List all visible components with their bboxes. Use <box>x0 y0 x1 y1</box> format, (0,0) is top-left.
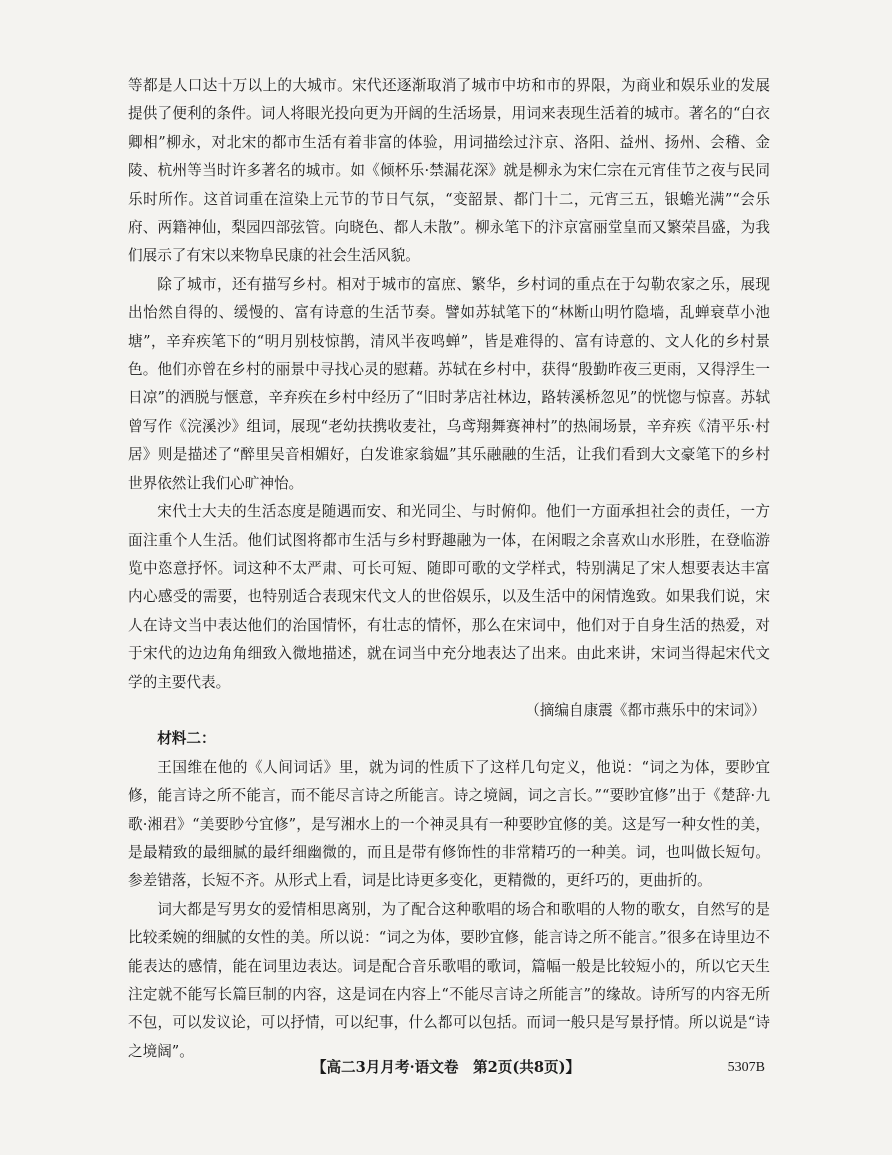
material-one-paragraph-2: 除了城市，还有描写乡村。相对于城市的富庶、繁华，乡村词的重点在于勾勒农家之乐，展现出怡然自得的、缓慢的、富有诗意的生活节奏。譬如苏轼笔下的“林断山明竹隐墙，乱蝉衰草小池塘”，辛弃疾笔下的“明月别枝惊鹊，清风半夜鸣蝉”，皆是难得的、富有诗意的、文人化的乡村景色。他们亦曾在乡村的丽景中寻找心灵的慰藉。苏轼在乡村中，获得“殷勤昨夜三更雨，又得浮生一日凉”的洒脱与惬意，辛弃疾在乡村中经历了“旧时茅店社林边，路转溪桥忽见”的恍惚与惊喜。苏轼曾写作《浣溪沙》组词，展现“老幼扶携收麦社，乌鸢翔舞赛神村”的热闹场景，辛弃疾《清平乐·村居》则是描述了“醉里吴音相媚好，白发谁家翁媪”其乐融融的生活，让我们看到大文豪笔下的乡村世界依然让我们心旷神怡。 <box>128 275 770 492</box>
material-two-paragraph-2: 词大都是写男女的爱情相思离别，为了配合这种歌唱的场合和歌唱的人物的歌女，自然写的是比较柔婉的细腻的女性的美。所以说：“词之为体，要眇宜修，能言诗之所不能言。”很多在诗里边不能表达的感情，能在词里边表达。词是配合音乐歌唱的歌词，篇幅一般是比较短小的，所以它天生注定就不能写长篇巨制的内容，这是词在内容上“不能尽言诗之所能言”的缘故。诗所写的内容无所不包，可以发议论，可以抒情，可以纪事，什么都可以包括。而词一般只是写景抒情。所以说是“诗之境阔”。 <box>128 900 770 1060</box>
material-two-heading: 材料二： <box>157 730 216 748</box>
material-two-paragraph-1: 王国维在他的《人间词话》里，就为词的性质下了这样几句定义，他说：“词之为体，要眇宜修，能言诗之所不能言，而不能尽言诗之所能言。诗之境阔，词之言长。”“要眇宜修”出于《楚辞·九歌·湘君》“美要眇兮宜修”，是写湘水上的一个神灵具有一种要眇宜修的美。这是写一种女性的美，是最精致的最细腻的最纤细幽微的，而且是带有修饰性的非常精巧的一种美。词，也叫做长短句。参差错落，长短不齐。从形式上看，词是比诗更多变化，更精微的，更纤巧的，更曲折的。 <box>128 758 770 890</box>
material-one-paragraph-1: 等都是人口达十万以上的大城市。宋代还逐渐取消了城市中坊和市的界限，为商业和娱乐业的发展提供了便利的条件。词人将眼光投向更为开阔的生活场景，用词来表现生活着的城市。著名的“白衣卿相”柳永，对北宋的都市生活有着非富的体验，用词描绘过汴京、洛阳、益州、扬州、会稽、金陵、杭州等当时许多著名的城市。如《倾杯乐·禁漏花深》就是柳永为宋仁宗在元宵佳节之夜与民同乐时所作。这首词重在渲染上元节的节日气氛，“变韶景、都门十二，元宵三五，银蟾光满”“会乐府、两籍神仙，梨园四部弦管。向晓色、都人未散”。柳永笔下的汴京富丽堂皇而又繁荣昌盛，为我们展示了有宋以来物阜民康的社会生活风貌。 <box>128 77 770 265</box>
page-footer <box>0 1056 892 1080</box>
material-one-source: （摘编自康震《都市燕乐中的宋词》） <box>525 701 766 719</box>
footer-page-label: 【高二3月月考·语文卷 第2页(共8页)】 <box>311 1059 581 1076</box>
footer-exam-code: 5307B <box>727 1060 765 1075</box>
page-content <box>128 72 770 1066</box>
material-one-paragraph-3: 宋代士大夫的生活态度是随遇而安、和光同尘、与时俯仰。他们一方面承担社会的责任，一方面注重个人生活。他们试图将都市生活与乡村野趣融为一体，在闲暇之余喜欢山水形胜，在登临游览中恣意抒怀。词这种不太严肃、可长可短、随即可歌的文学样式，特别满足了宋人想要表达丰富内心感受的需要，也特别适合表现宋代文人的世俗娱乐，以及生活中的闲情逸致。如果我们说，宋人在诗文当中表达他们的治国情怀，有壮志的情怀，那么在宋词中，他们对于自身生活的热爱，对于宋代的边边角角细致入微地描述，就在词当中充分地表达了出来。由此来讲，宋词当得起宋代文学的主要代表。 <box>128 503 770 691</box>
